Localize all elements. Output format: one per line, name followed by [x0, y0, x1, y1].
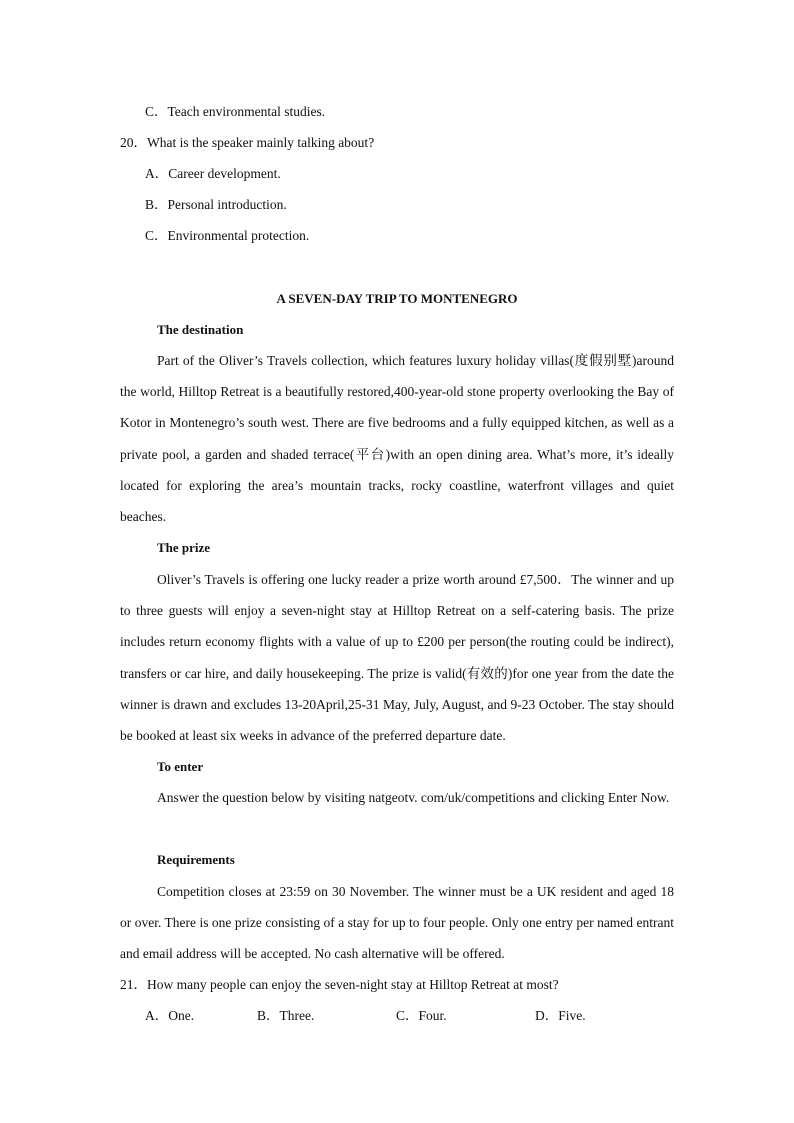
q21-option-c: C．Four.: [396, 1008, 447, 1023]
section-heading-requirements: Requirements: [157, 852, 235, 867]
q21-option-b: B．Three.: [257, 1008, 315, 1023]
section-text-to-enter: Answer the question below by visiting natgeotv. com/uk/competitions and clicking Enter Now.: [157, 790, 670, 805]
section-text-prize: Oliver’s Travels is offering one lucky reader a prize worth around £7,500．The winner and up to three guests will enjoy a seven-night stay at Hilltop Retreat on a self-catering basis. The prize includes return economy flights with a value of up to £200 per person(the routing could be indirect), transfers or car hire, and daily housekeeping. The prize is valid(有效的)for one year from the date the winner is drawn and excludes 13-20April,25-31 May, July, August, and 9-23 October. The stay should be booked at least six weeks in advance of the preferred departure date.: [120, 572, 674, 744]
q20-question: 20．What is the speaker mainly talking about?: [120, 135, 375, 150]
q21-option-a: A．One.: [145, 1008, 195, 1023]
section-heading-destination: The destination: [157, 322, 244, 337]
q21-option-d: D．Five.: [535, 1008, 586, 1023]
section-heading-to-enter: To enter: [157, 759, 204, 774]
q20-option-b: B．Personal introduction.: [145, 197, 287, 212]
section-heading-prize: The prize: [157, 540, 211, 555]
q20-option-a: A．Career development.: [145, 166, 281, 181]
q21-question: 21．How many people can enjoy the seven-night stay at Hilltop Retreat at most?: [120, 977, 559, 992]
article-title: A SEVEN-DAY TRIP TO MONTENEGRO: [276, 291, 518, 306]
section-text-destination: Part of the Oliver’s Travels collection, which features luxury holiday villas(度假别墅)around the world, Hilltop Retreat is a beautifully restored,400-year-old stone property overlooking the Bay of Kotor in Montenegro’s south west. There are five bedrooms and a fully equipped kitchen, as well as a private pool, a garden and shaded terrace(平台)with an open dining area. What’s more, it’s ideally located for exploring the area’s mountain tracks, rocky coastline, waterfront villages and quiet beaches.: [120, 353, 674, 525]
section-text-requirements: Competition closes at 23:59 on 30 November. The winner must be a UK resident and aged 18 or over. There is one prize consisting of a stay for up to four people. Only one entry per named entrant and email address will be accepted. No cash alternative will be offered.: [120, 884, 674, 962]
q19-option-c: C．Teach environmental studies.: [145, 104, 326, 119]
q20-option-c: C．Environmental protection.: [145, 228, 310, 243]
